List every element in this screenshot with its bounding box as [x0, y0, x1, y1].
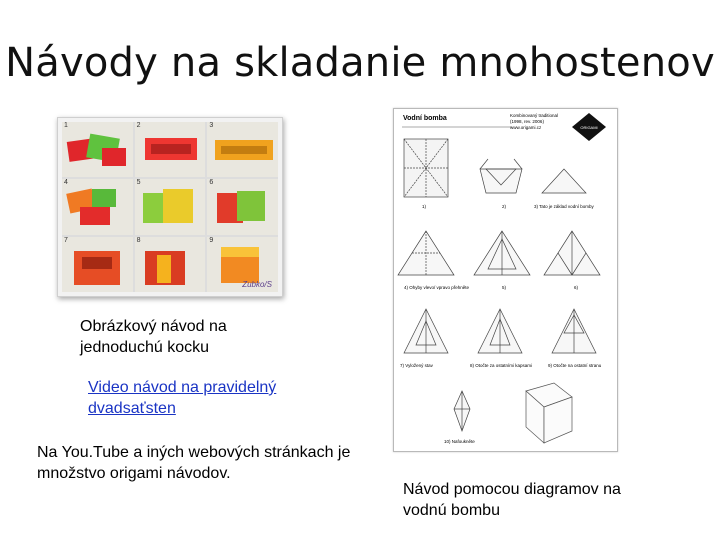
step-6-drawing [544, 231, 600, 275]
step-label: 6) [574, 285, 579, 290]
step-9-drawing [552, 309, 596, 353]
diagram-caption [403, 479, 633, 521]
diagram-header-line: (1998, rev. 2006) [510, 119, 544, 124]
step-3-drawing [542, 169, 586, 193]
step-number: 4 [64, 179, 68, 187]
step-label: 9) Otočte na ostatní stranu [548, 363, 602, 368]
photo-step-5 [135, 179, 206, 234]
step-number: 8 [136, 236, 141, 244]
photo-step-8 [135, 237, 206, 292]
step-number: 7 [64, 236, 68, 244]
step-5-drawing [474, 231, 530, 275]
diagram-header-line: Kombinovaný traditional [510, 113, 559, 118]
step-label: 7) Vyložený stav [400, 363, 433, 368]
step-number: 5 [136, 179, 141, 187]
step-label: 4) Ohyby vlevo/ vpravo přehněte [404, 285, 470, 290]
finished-water-bomb-drawing [526, 383, 572, 443]
video-tutorial-link[interactable] [88, 377, 278, 419]
step-4-drawing [398, 231, 454, 275]
photo-step-3 [207, 122, 278, 177]
video-link-text: Video návod na pravidelný dvadsaťsten [88, 379, 277, 417]
step-number: 9 [209, 236, 214, 244]
photo-caption [80, 316, 250, 358]
step-2-drawing [480, 159, 522, 193]
step-1-drawing [404, 139, 448, 197]
water-bomb-diagram [393, 108, 618, 452]
step-number: 3 [209, 122, 214, 129]
photo-signature: Zubko/S [242, 279, 272, 289]
cube-photo-tutorial-image [57, 117, 283, 297]
step-label: 8) Otočte za ostatními kapsami [470, 363, 533, 368]
photo-step-1 [62, 122, 133, 177]
photo-caption-text: Obrázkový návod na jednoduchú kocku [80, 318, 227, 356]
step-7-drawing [404, 309, 448, 353]
diagram-drawing [394, 109, 617, 451]
photo-step-2 [135, 122, 206, 177]
step-label: 3) Tato je základ vodní bomby [534, 204, 594, 209]
step-label: 10) Nafoukněte [444, 439, 475, 444]
svg-text:ORIGAMI: ORIGAMI [580, 125, 598, 130]
step-10-drawing [454, 391, 470, 431]
diagram-title: Vodní bomba [403, 115, 447, 122]
step-8-drawing [478, 309, 522, 353]
photo-step-6 [207, 179, 278, 234]
step-label: 2) [502, 204, 507, 209]
step-number: 2 [136, 122, 141, 129]
slide-title: Návody na skladanie mnohostenov [5, 40, 715, 86]
photo-step-9 [207, 237, 278, 292]
diagram-caption-text: Návod pomocou diagramov na vodnú bombu [403, 481, 621, 519]
web-note-text: Na You.Tube a iných webových stránkach je množstvo origami návodov. [37, 444, 351, 482]
step-label: 5) [502, 285, 507, 290]
step-number: 6 [209, 179, 214, 187]
photo-step-4 [62, 179, 133, 234]
photo-step-grid [62, 122, 278, 292]
photo-step-7 [62, 237, 133, 292]
step-label: 1) [422, 204, 427, 209]
origami-logo-icon [572, 113, 606, 141]
web-note [37, 442, 382, 484]
step-number: 1 [64, 122, 68, 129]
diagram-header-line: www.origami.cz [510, 125, 542, 130]
